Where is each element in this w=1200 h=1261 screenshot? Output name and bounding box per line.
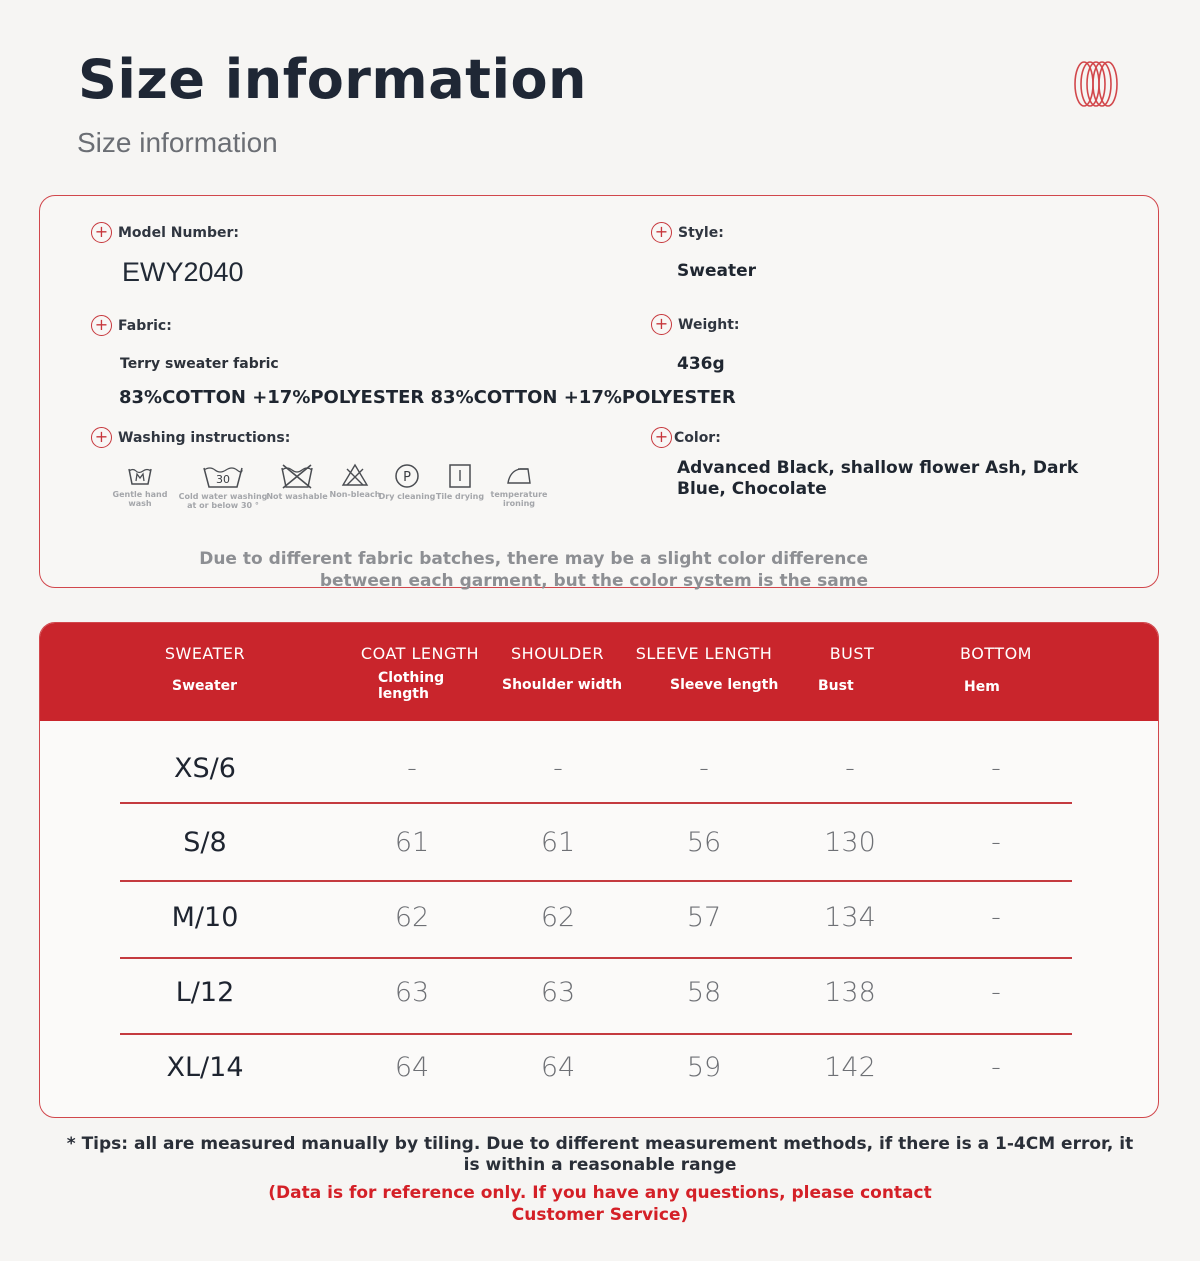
table-row bbox=[40, 827, 1158, 903]
size-cell: XS/6 bbox=[174, 753, 236, 784]
measurement-cell: 134 bbox=[824, 902, 876, 933]
fabric-field bbox=[91, 315, 172, 336]
measurement-cell: 63 bbox=[394, 977, 430, 1008]
dry-cleaning-icon bbox=[393, 463, 421, 489]
measurement-cell: 58 bbox=[686, 977, 722, 1008]
measurement-cell: - bbox=[991, 1052, 1001, 1083]
color-difference-note: Due to different fabric batches, there may be a slight color difference between each garment, but the color system is the same bbox=[199, 549, 868, 591]
column-header-sub: Sleeve length bbox=[670, 677, 779, 693]
measurement-cell: 59 bbox=[686, 1052, 722, 1083]
table-row bbox=[40, 1052, 1158, 1118]
column-header-en: COAT LENGTH bbox=[360, 644, 480, 663]
wash-item bbox=[479, 463, 559, 508]
measurement-cell: - bbox=[991, 753, 1001, 784]
measurement-cell: 64 bbox=[394, 1052, 430, 1083]
plus-icon: + bbox=[91, 315, 112, 336]
fabric-value: Terry sweater fabric bbox=[120, 356, 279, 372]
wash-caption: Not washable bbox=[266, 492, 328, 501]
hand-wash-icon bbox=[126, 463, 154, 487]
measurement-cell: 142 bbox=[824, 1052, 876, 1083]
reference-note: (Data is for reference only. If you have any questions, please contact Customer Service) bbox=[268, 1183, 932, 1225]
weight-label: Weight: bbox=[678, 316, 740, 333]
measurement-cell: - bbox=[991, 902, 1001, 933]
table-row bbox=[40, 977, 1158, 1053]
measurement-cell: 64 bbox=[540, 1052, 576, 1083]
column-header-sub: Sweater bbox=[172, 678, 238, 694]
column-header-en: BUST bbox=[829, 644, 875, 663]
measurement-cell: - bbox=[991, 977, 1001, 1008]
page-title: Size information bbox=[78, 48, 588, 111]
measurement-tips: * Tips: all are measured manually by tiling. Due to different measurement methods, if there is a 1-4CM error, it is within a reasonable range bbox=[66, 1134, 1134, 1175]
tile-drying-icon bbox=[446, 463, 474, 489]
column-header-sub: Shoulder width bbox=[502, 677, 623, 693]
measurement-cell: - bbox=[553, 753, 563, 784]
measurement-cell: 57 bbox=[686, 902, 722, 933]
brand-logo-icon bbox=[1070, 58, 1122, 110]
color-value: Advanced Black, shallow flower Ash, Dark Blue, Chocolate bbox=[677, 458, 1079, 499]
style-label: Style: bbox=[678, 224, 724, 241]
plus-icon: + bbox=[651, 222, 672, 243]
column-header-en: SLEEVE LENGTH bbox=[635, 644, 773, 663]
row-divider bbox=[120, 802, 1072, 804]
column-header-sub: Hem bbox=[964, 679, 1000, 695]
color-field bbox=[651, 427, 721, 448]
wash-item bbox=[100, 463, 180, 508]
temperature-ironing-icon bbox=[504, 463, 534, 487]
measurement-cell: 138 bbox=[824, 977, 876, 1008]
washing-label: Washing instructions: bbox=[118, 429, 291, 446]
row-divider bbox=[120, 880, 1072, 882]
row-divider bbox=[120, 957, 1072, 959]
weight-value: 436g bbox=[677, 354, 725, 374]
plus-icon: + bbox=[91, 427, 112, 448]
wash-caption: Dry cleaning bbox=[378, 492, 436, 501]
washing-field bbox=[91, 427, 290, 448]
washing-icons bbox=[100, 463, 560, 523]
plus-icon: + bbox=[91, 222, 112, 243]
measurement-cell: 61 bbox=[394, 827, 430, 858]
model-number-label: Model Number: bbox=[118, 224, 240, 241]
column-header-en: SHOULDER bbox=[511, 644, 604, 663]
measurement-cell: 63 bbox=[540, 977, 576, 1008]
dry-clean-letter: P bbox=[403, 470, 411, 485]
wash-caption: Gentle hand wash bbox=[112, 490, 168, 508]
measurement-cell: - bbox=[991, 827, 1001, 858]
row-divider bbox=[120, 1033, 1072, 1035]
model-number-field bbox=[91, 222, 239, 243]
cold-wash-30-icon bbox=[201, 463, 245, 489]
measurement-cell: 56 bbox=[686, 827, 722, 858]
measurement-cell: 62 bbox=[540, 902, 576, 933]
size-cell: L/12 bbox=[175, 977, 235, 1008]
table-header bbox=[40, 623, 1158, 721]
column-header-sub: Clothing length bbox=[378, 670, 445, 702]
style-value: Sweater bbox=[677, 261, 756, 281]
plus-icon: + bbox=[651, 314, 672, 335]
page-subtitle: Size information bbox=[77, 127, 278, 158]
not-washable-icon bbox=[279, 463, 315, 489]
measurement-cell: - bbox=[407, 753, 417, 784]
measurement-cell: 61 bbox=[540, 827, 576, 858]
fabric-label: Fabric: bbox=[118, 317, 172, 334]
model-number-value: EWY2040 bbox=[122, 257, 244, 287]
table-row bbox=[40, 753, 1158, 829]
column-header-en: BOTTOM bbox=[960, 644, 1032, 663]
measurement-cell: - bbox=[845, 753, 855, 784]
wash-caption: temperature ironing bbox=[490, 490, 548, 508]
wash-caption: Cold water washing at or below 30 ° bbox=[178, 492, 268, 510]
size-cell: XL/14 bbox=[166, 1052, 244, 1083]
measurement-cell: - bbox=[699, 753, 709, 784]
column-header-sub: Bust bbox=[818, 678, 854, 694]
size-table bbox=[39, 622, 1159, 1118]
measurement-cell: 62 bbox=[394, 902, 430, 933]
wash-caption: Non-bleach bbox=[329, 490, 381, 499]
plus-icon: + bbox=[651, 427, 672, 448]
wash-caption: Tile drying bbox=[435, 492, 485, 501]
wash-temp-number: 30 bbox=[216, 473, 230, 486]
size-cell: M/10 bbox=[171, 902, 239, 933]
table-row bbox=[40, 902, 1158, 978]
weight-field bbox=[651, 314, 740, 335]
style-field bbox=[651, 222, 724, 243]
product-info-card bbox=[39, 195, 1159, 591]
measurement-cell: 130 bbox=[824, 827, 876, 858]
column-header-en: SWEATER bbox=[164, 644, 246, 663]
size-cell: S/8 bbox=[183, 827, 227, 858]
non-bleach-icon bbox=[341, 463, 369, 487]
fabric-composition: 83%COTTON +17%POLYESTER 83%COTTON +17%POLYESTER bbox=[119, 387, 736, 408]
color-label: Color: bbox=[674, 429, 721, 446]
